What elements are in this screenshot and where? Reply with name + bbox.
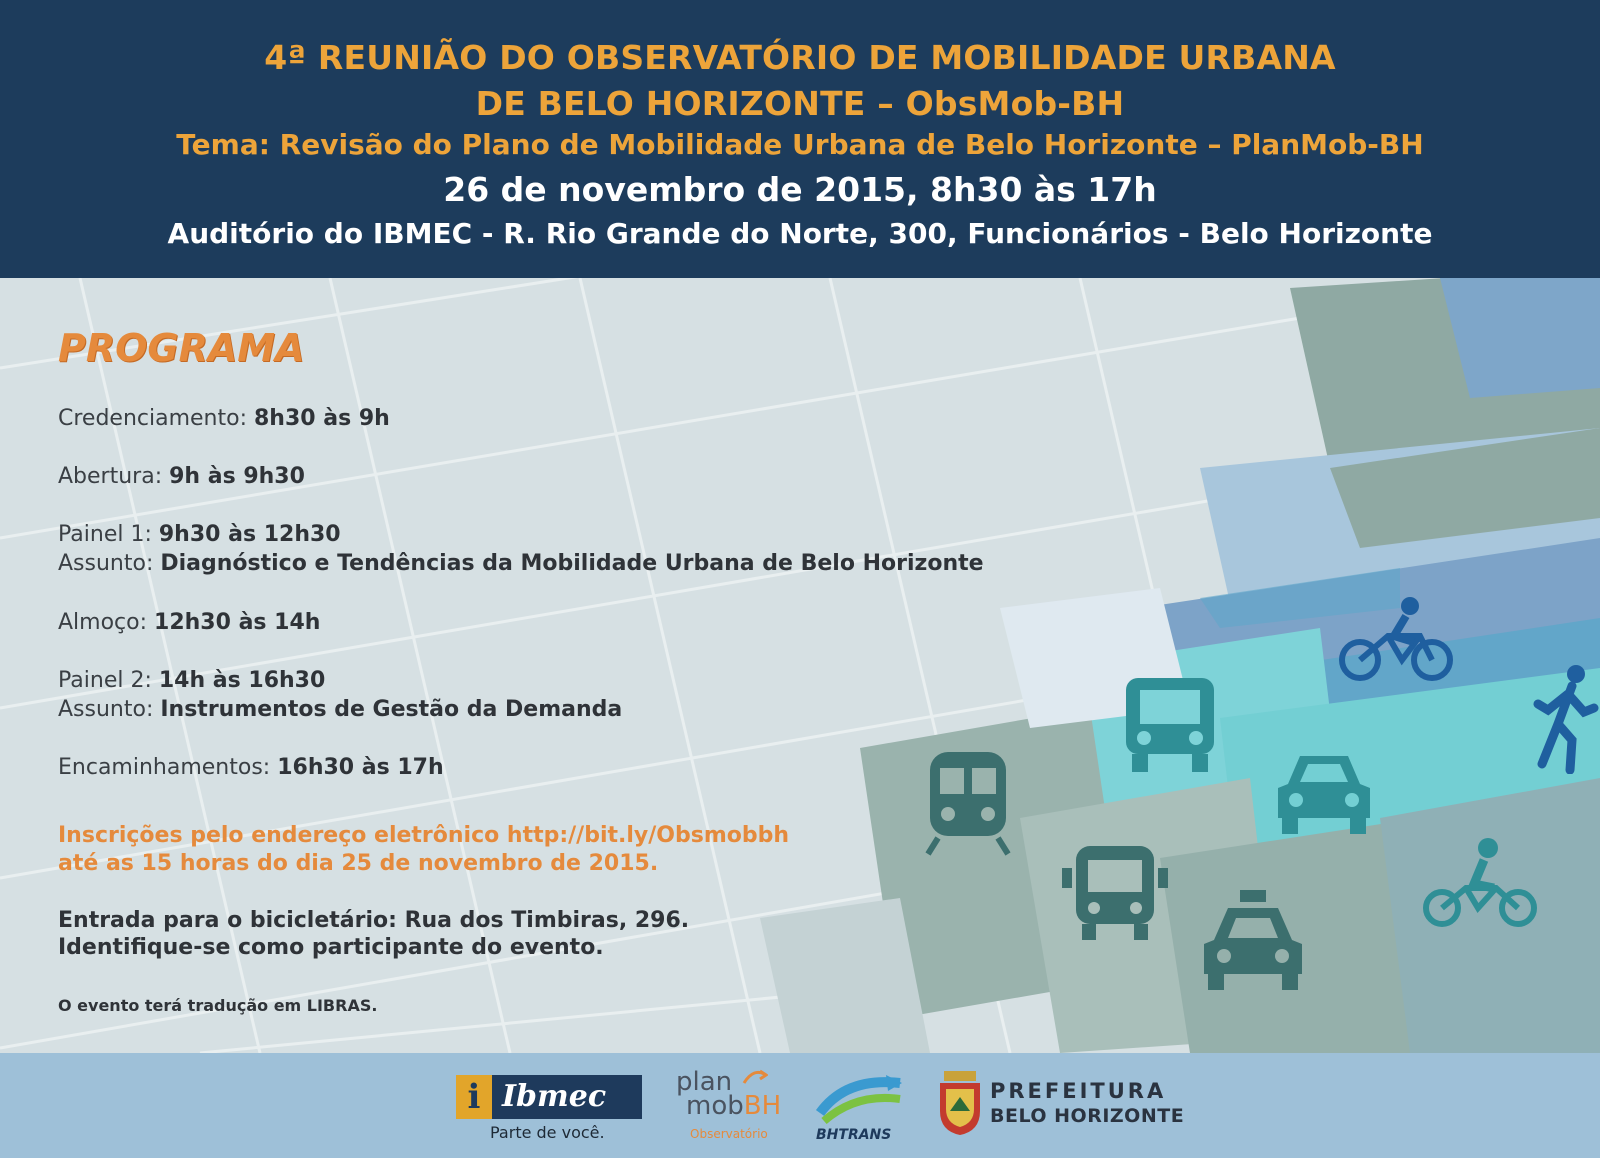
libras-note: O evento terá tradução em LIBRAS. — [58, 996, 378, 1015]
prefeitura-line1: PREFEITURA — [990, 1079, 1167, 1103]
program-item-opening: Abertura: 9h às 9h30 — [58, 464, 305, 489]
planmob-logo-mid: mobBH — [686, 1091, 782, 1121]
train-icon — [922, 746, 1014, 858]
program-item-registration: Credenciamento: 8h30 às 9h — [58, 406, 390, 431]
program-item-panel2: Painel 2: 14h às 16h30 — [58, 668, 326, 693]
car-icon — [1266, 744, 1382, 844]
bike-parking-line1: Entrada para o bicicletário: Rua dos Timbiras, 296. — [58, 908, 690, 933]
bhtrans-name: BHTRANS — [816, 1127, 892, 1143]
program-item-panel1: Painel 1: 9h30 às 12h30 — [58, 522, 341, 547]
ibmec-tagline: Parte de você. — [490, 1123, 605, 1142]
registration-info-line2: até as 15 horas do dia 25 de novembro de 2015. — [58, 851, 659, 876]
program-item-panel1-subject: Assunto: Diagnóstico e Tendências da Mobilidade Urbana de Belo Horizonte — [58, 551, 984, 576]
taxi-icon — [1190, 890, 1316, 998]
event-title-line2: DE BELO HORIZONTE – ObsMob-BH — [475, 84, 1125, 123]
planmob-arrow-icon — [742, 1067, 768, 1087]
truck-icon — [1112, 668, 1228, 778]
header — [0, 0, 1600, 278]
bhtrans-logo-icon — [816, 1073, 904, 1125]
sponsors-footer — [0, 1053, 1600, 1158]
event-date: 26 de novembro de 2015, 8h30 às 17h — [443, 170, 1157, 209]
bicycle-icon — [1338, 596, 1454, 686]
event-title-line1: 4ª REUNIÃO DO OBSERVATÓRIO DE MOBILIDADE URBANA — [264, 38, 1336, 77]
event-venue: Auditório do IBMEC - R. Rio Grande do Norte, 300, Funcionários - Belo Horizonte — [167, 217, 1433, 250]
prefeitura-crest-icon — [936, 1071, 984, 1137]
planmob-logo-top: plan — [676, 1067, 733, 1097]
motorcycle-icon — [1420, 838, 1540, 938]
program-title: PROGRAMA — [58, 326, 305, 370]
program-item-closing: Encaminhamentos: 16h30 às 17h — [58, 755, 444, 780]
registration-info-line1: Inscrições pelo endereço eletrônico http://bit.ly/Obsmobbh — [58, 823, 790, 848]
bus-icon — [1060, 838, 1170, 948]
bike-parking-line2: Identifique-se como participante do evento. — [58, 935, 604, 960]
ibmec-mark: i — [456, 1075, 492, 1119]
program-item-lunch: Almoço: 12h30 às 14h — [58, 610, 321, 635]
ibmec-logo — [456, 1075, 642, 1119]
prefeitura-line2: BELO HORIZONTE — [990, 1105, 1185, 1127]
pedestrian-icon — [1528, 664, 1600, 774]
program-item-panel2-subject: Assunto: Instrumentos de Gestão da Demanda — [58, 697, 623, 722]
planmob-logo-sub: Observatório — [690, 1127, 768, 1141]
ibmec-name: Ibmec — [502, 1079, 607, 1114]
event-theme: Tema: Revisão do Plano de Mobilidade Urbana de Belo Horizonte – PlanMob-BH — [176, 128, 1424, 161]
